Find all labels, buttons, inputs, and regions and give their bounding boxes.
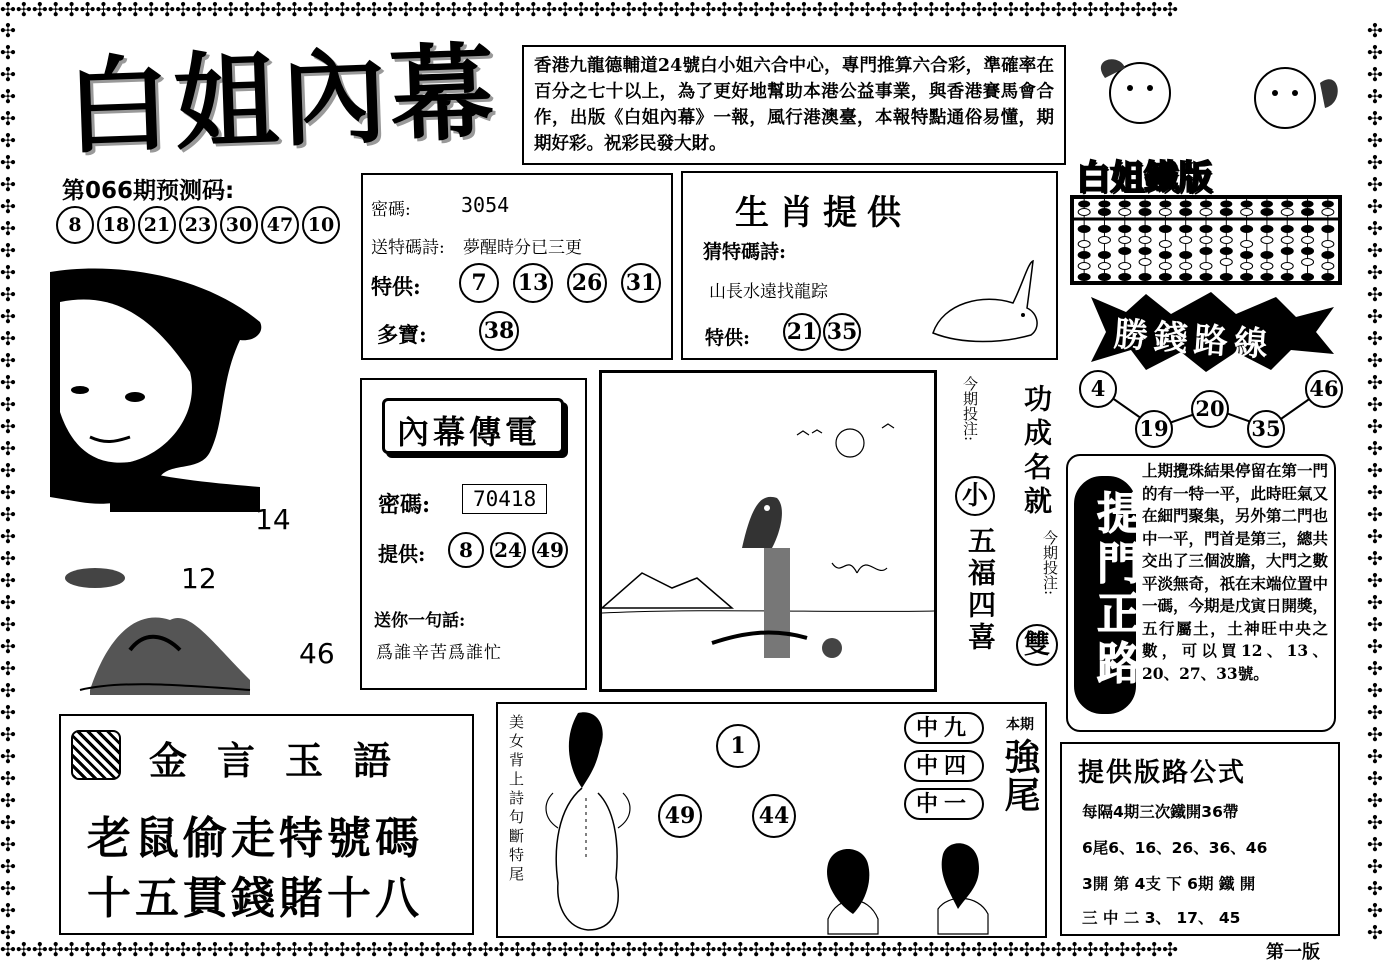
abacus-bead <box>1139 248 1151 255</box>
golden-title: 金言玉語 <box>149 738 422 783</box>
abacus-bead <box>1302 237 1314 244</box>
owl-painting-image <box>602 373 934 689</box>
strong-tail: 強尾 <box>999 738 1040 814</box>
abacus-bead <box>1139 274 1151 281</box>
zodiac-box <box>681 171 1058 360</box>
inside-provide-label: 提供: <box>378 542 426 566</box>
abacus-bead <box>1241 263 1253 270</box>
abacus-bead <box>1261 209 1273 216</box>
two-women-drawing <box>808 834 1008 939</box>
abacus-bead <box>1281 226 1293 233</box>
abacus-bead <box>1098 226 1110 233</box>
abacus-bead <box>1220 201 1232 208</box>
abacus-bead <box>1302 201 1314 208</box>
abacus-bead <box>1119 263 1131 270</box>
golden-line-2: 十五貫錢賭十八 <box>87 873 423 924</box>
extra-label: 多寶: <box>377 322 427 347</box>
abacus-bead <box>1302 274 1314 281</box>
poem-text: 夢醒時分已三更 <box>463 238 582 258</box>
forecast-title: 第066期预测码: <box>62 178 235 204</box>
special-number-row <box>459 263 669 303</box>
photo-number-46: 46 <box>299 637 335 670</box>
woman-back-drawing <box>538 708 638 933</box>
abacus-bead <box>1180 201 1192 208</box>
abacus-bead <box>1180 226 1192 233</box>
abacus-bead <box>1098 274 1110 281</box>
period-label: 本期 <box>1006 717 1034 733</box>
abacus-bead <box>1241 226 1253 233</box>
abacus-bead <box>1159 241 1171 248</box>
owl-painting-frame <box>599 370 937 692</box>
forecast-number: 10 <box>302 206 340 244</box>
money-route-number: 35 <box>1247 410 1285 448</box>
abacus-bead <box>1180 263 1192 270</box>
special-number: 31 <box>621 263 661 303</box>
intro-box <box>522 45 1066 165</box>
pair-circle: 雙 <box>1016 624 1058 666</box>
abacus-bead <box>1078 274 1090 281</box>
abacus-bead <box>1139 259 1151 266</box>
abacus-bead <box>1302 259 1314 266</box>
abacus-bead <box>1302 248 1314 255</box>
beauty-box <box>496 702 1047 938</box>
abacus-bead <box>1200 209 1212 216</box>
abacus-bead <box>1261 226 1273 233</box>
border-right: ✣✣✣✣✣✣✣✣✣✣✣✣✣✣✣✣✣✣✣✣✣✣✣✣✣✣✣✣✣✣✣✣✣✣✣✣✣✣✣✣✣✣ <box>1367 20 1383 942</box>
abacus-bead <box>1220 248 1232 255</box>
abacus-bead <box>1078 226 1090 233</box>
border-top: ✣✣✣✣✣✣✣✣✣✣✣✣✣✣✣✣✣✣✣✣✣✣✣✣✣✣✣✣✣✣✣✣✣✣✣✣✣✣✣✣✣✣✣✣✣✣✣✣✣✣✣✣✣✣✣✣✣✣✣✣✣✣✣✣✣✣✣✣✣✣✣✣✣✣ <box>0 0 1179 21</box>
inside-code-label: 密碼: <box>378 492 431 518</box>
code-box <box>361 173 673 360</box>
abacus-bead <box>1180 252 1192 259</box>
code-label: 密碼: <box>371 200 411 220</box>
abacus-bead <box>1159 209 1171 216</box>
abacus-bead <box>1322 226 1334 233</box>
masthead-title: 白姐內幕 <box>63 30 501 169</box>
abacus-bead <box>1241 241 1253 248</box>
page-number: 第一版 <box>1262 938 1324 962</box>
phrase-gongchengmingjiu: 功成名就 <box>1020 384 1053 520</box>
beauty-number-group <box>658 724 818 844</box>
abacus-bead <box>1200 237 1212 244</box>
abacus-bead <box>1159 201 1171 208</box>
special-number: 13 <box>513 263 553 303</box>
beauty-number: 44 <box>752 794 796 838</box>
abacus-bead <box>1302 209 1314 216</box>
intro-text: 香港九龍德輔道24號白小姐六合中心，專門推算六合彩，準確率在百分之七十以上，為了更好地幫助本港公益事業，與香港賽馬會合作，出版《白姐內幕》一報，風行港澳臺，本報特點通俗易懂，期期好彩。祝彩民發大財。 <box>534 56 1054 154</box>
abacus-bead <box>1281 263 1293 270</box>
money-route-title: 勝錢路線 <box>1112 314 1275 366</box>
inside-provide-number-row <box>448 532 578 572</box>
abacus-bead <box>1241 201 1253 208</box>
abacus-bead <box>1098 201 1110 208</box>
formula-box <box>1060 742 1340 936</box>
inside-phrase-label: 送你一句話: <box>374 611 466 631</box>
abacus-bead <box>1119 274 1131 281</box>
road-title-badge <box>1074 476 1140 714</box>
abacus-bead <box>1078 252 1090 259</box>
money-route-number: 46 <box>1305 370 1343 408</box>
abacus-bead <box>1180 237 1192 244</box>
zodiac-special-number: 35 <box>823 313 861 351</box>
abacus-bead <box>1098 252 1110 259</box>
abacus-bead <box>1241 252 1253 259</box>
abacus-bead <box>1200 274 1212 281</box>
abacus-bead <box>1200 248 1212 255</box>
code-value: 3054 <box>461 193 510 217</box>
beauty-vertical-poem: 美女背上詩句斷特尾 <box>507 714 525 885</box>
abacus-bead <box>1322 201 1334 208</box>
abacus-bead <box>1159 263 1171 270</box>
abacus-bead <box>1322 209 1334 216</box>
abacus-bead <box>1180 274 1192 281</box>
road-text: 上期攪珠結果停留在第一門的有一特一平，此時旺氣又在細門聚集，另外第二門也中一平，門首是第三，總共交出了三個波膽，大門之數平淡無奇，祇在末端位置中一碼，今期是戊寅日開獎，五行屬土，土神旺中央之數，可以買12、13、20、27、33號。 <box>1142 461 1329 683</box>
abacus-bead <box>1200 226 1212 233</box>
abacus-bead <box>1281 201 1293 208</box>
abacus-bead <box>1139 201 1151 208</box>
rabbit-drawing <box>923 253 1043 353</box>
abacus-bead <box>1139 209 1151 216</box>
abacus-bead <box>1281 209 1293 216</box>
zodiac-title: 生肖提供 <box>735 193 911 233</box>
forecast-number: 18 <box>97 206 135 244</box>
zodiac-special-label: 特供: <box>705 327 751 349</box>
golden-line-1: 老鼠偷走特號碼 <box>87 813 423 864</box>
forecast-number: 23 <box>179 206 217 244</box>
hit-pill: 中一 <box>904 788 984 820</box>
phrase-wufusixi: 五福四喜 <box>964 526 997 654</box>
formula-title: 提供版路公式 <box>1078 758 1247 788</box>
abacus-bead <box>1119 226 1131 233</box>
formula-line-3: 3開 第 4支 下 6期 鐵 開 <box>1082 875 1256 893</box>
border-bottom: ✣✣✣✣✣✣✣✣✣✣✣✣✣✣✣✣✣✣✣✣✣✣✣✣✣✣✣✣✣✣✣✣✣✣✣✣✣✣✣✣✣✣✣✣✣✣✣✣✣✣✣✣✣✣✣✣✣✣✣✣✣✣✣✣✣✣✣✣✣✣✣✣✣✣ <box>0 940 1179 961</box>
abacus-bead <box>1322 252 1334 259</box>
inside-phrase-text: 爲誰辛苦爲誰忙 <box>376 643 502 663</box>
golden-icon <box>71 730 121 780</box>
abacus-bead <box>1078 209 1090 216</box>
beauty-number: 49 <box>658 794 702 838</box>
abacus-bead <box>1159 252 1171 259</box>
abacus-bead <box>1180 209 1192 216</box>
bet-label-2: 今期投注: <box>1041 530 1059 596</box>
abacus-bead <box>1322 263 1334 270</box>
hit-pill: 中九 <box>904 712 984 744</box>
formula-line-1: 每隔4期三次鐵開36帶 <box>1082 803 1239 821</box>
abacus-bead <box>1220 226 1232 233</box>
abacus-bead <box>1078 201 1090 208</box>
abacus-bead <box>1119 209 1131 216</box>
special-number: 26 <box>567 263 607 303</box>
abacus-bead <box>1220 209 1232 216</box>
inside-provide-number: 24 <box>490 532 526 568</box>
abacus-bead <box>1159 274 1171 281</box>
abacus-bead <box>1241 209 1253 216</box>
special-label: 特供: <box>371 274 421 299</box>
zodiac-special-number: 21 <box>783 313 821 351</box>
special-number: 7 <box>459 263 499 303</box>
extra-number: 38 <box>479 311 519 351</box>
formula-line-2: 6尾6、16、26、36、46 <box>1082 839 1268 857</box>
money-route-number: 20 <box>1191 390 1229 428</box>
abacus-bead <box>1220 237 1232 244</box>
abacus-bead <box>1261 252 1273 259</box>
inside-box <box>360 378 587 690</box>
forecast-number: 8 <box>56 206 94 244</box>
abacus-bead <box>1261 237 1273 244</box>
inside-title: 內幕傳電 <box>397 413 542 451</box>
abacus-bead <box>1119 201 1131 208</box>
road-title: 提門正路 <box>1089 490 1140 690</box>
abacus-bead <box>1139 226 1151 233</box>
abacus-bead <box>1261 263 1273 270</box>
border-left: ✣✣✣✣✣✣✣✣✣✣✣✣✣✣✣✣✣✣✣✣✣✣✣✣✣✣✣✣✣✣✣✣✣✣✣✣✣✣✣✣✣✣ <box>0 20 16 942</box>
woman-portrait-image <box>50 262 270 512</box>
money-route-number: 4 <box>1079 370 1117 408</box>
abacus-title: 白姐鐵版 <box>1076 158 1212 198</box>
formula-line-4: 三 中 二 3、 17、 45 <box>1082 909 1241 927</box>
money-route-number: 19 <box>1135 410 1173 448</box>
photo-number-12: 12 <box>181 562 217 595</box>
small-circle: 小 <box>955 476 995 516</box>
abacus-bead <box>1098 263 1110 270</box>
abacus-bead <box>1139 237 1151 244</box>
abacus-bead <box>1281 248 1293 255</box>
abacus-bead <box>1281 274 1293 281</box>
abacus-bead <box>1119 237 1131 244</box>
forecast-number: 21 <box>138 206 176 244</box>
abacus-bead <box>1281 237 1293 244</box>
abacus-bead <box>1078 241 1090 248</box>
golden-box <box>59 714 474 935</box>
inside-code-value: 70418 <box>462 484 547 514</box>
zodiac-special-number-row <box>783 313 883 353</box>
hit-pill: 中四 <box>904 750 984 782</box>
extra-number-row <box>479 311 539 351</box>
abacus-bead <box>1322 241 1334 248</box>
inside-provide-number: 49 <box>532 532 568 568</box>
forecast-number-row <box>56 206 356 246</box>
inside-title-box <box>382 398 564 454</box>
abacus-bead <box>1241 274 1253 281</box>
inside-provide-number: 8 <box>448 532 484 568</box>
bet-label-1: 今期投注: <box>961 376 979 442</box>
abacus-bead <box>1098 209 1110 216</box>
money-route-number-group <box>1075 368 1355 448</box>
forecast-number: 47 <box>261 206 299 244</box>
abacus-bead <box>1078 263 1090 270</box>
cartoon-characters-image <box>1080 48 1350 148</box>
hit-pill-group <box>904 712 1004 832</box>
abacus-bead <box>1098 237 1110 244</box>
zodiac-poem-text: 山長水遠找龍踪 <box>709 282 828 302</box>
abacus-bead <box>1200 201 1212 208</box>
abacus-bead <box>1261 274 1273 281</box>
beauty-number: 1 <box>716 724 760 768</box>
abacus-bead <box>1119 248 1131 255</box>
abacus-bead <box>1302 226 1314 233</box>
zodiac-poem-label: 猜特碼詩: <box>703 241 787 263</box>
abacus-bead <box>1220 274 1232 281</box>
forecast-number: 30 <box>220 206 258 244</box>
abacus-bead <box>1261 201 1273 208</box>
abacus-bead <box>1322 274 1334 281</box>
photo-number-14: 14 <box>255 503 291 536</box>
ink-landscape-image <box>50 540 260 700</box>
poem-label: 送特碼詩: <box>371 238 445 258</box>
abacus-image <box>1070 195 1342 285</box>
road-box <box>1066 454 1336 732</box>
abacus-bead <box>1200 263 1212 270</box>
abacus-bead <box>1159 226 1171 233</box>
abacus-bead <box>1220 259 1232 266</box>
